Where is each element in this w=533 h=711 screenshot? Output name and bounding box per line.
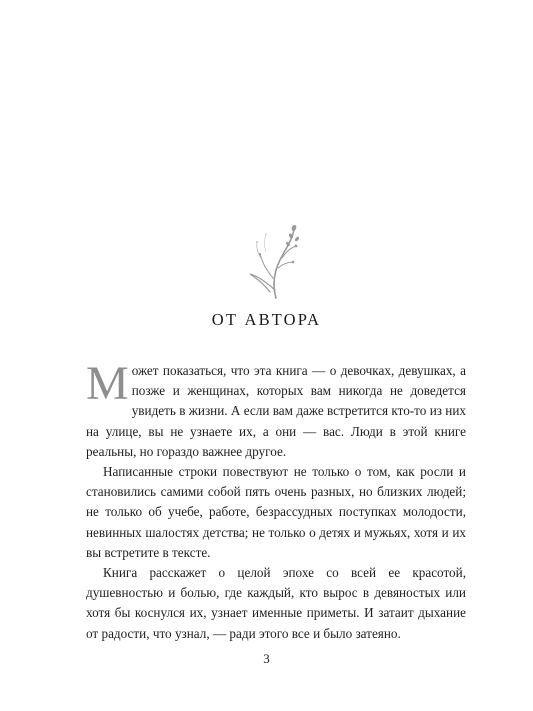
plant-sprig-icon — [236, 212, 306, 302]
page-number: 3 — [263, 651, 270, 666]
section-heading: ОТ АВТОРА — [211, 310, 322, 329]
drop-cap: М — [86, 357, 129, 410]
paragraph-1 — [86, 357, 466, 462]
paragraph-2: Написанные строки повествуют не только о том, как росли и становились самими собой пять очень разных, но близких людей; не только об учебе, работе, безрассудных поступках молодости, невинных шалостях детства; не только о детях и мужьях, хотя и их вы встретите в тексте. — [86, 464, 466, 560]
paragraph-3: Книга расскажет о целой эпохе со всей ее красотой, душевностью и болью, где каждый, кто вырос в девяностых или хотя бы коснулся их, узнает именные приметы. И затаит дыхание от радости, что узнал, — ради этого все и было затеяно. — [86, 565, 466, 641]
paragraph-1-text: ожет показаться, что эта книга — о девочках, девушках, а позже и женщинах, которых вам никогда не доведется увидеть в жизни. А если вам даже встретится кто-то из них на улице, вы не узнаете их, а они — вас. Люди в этой книге реальны, но гораздо важнее другое. — [86, 363, 466, 459]
body-text — [86, 357, 466, 644]
